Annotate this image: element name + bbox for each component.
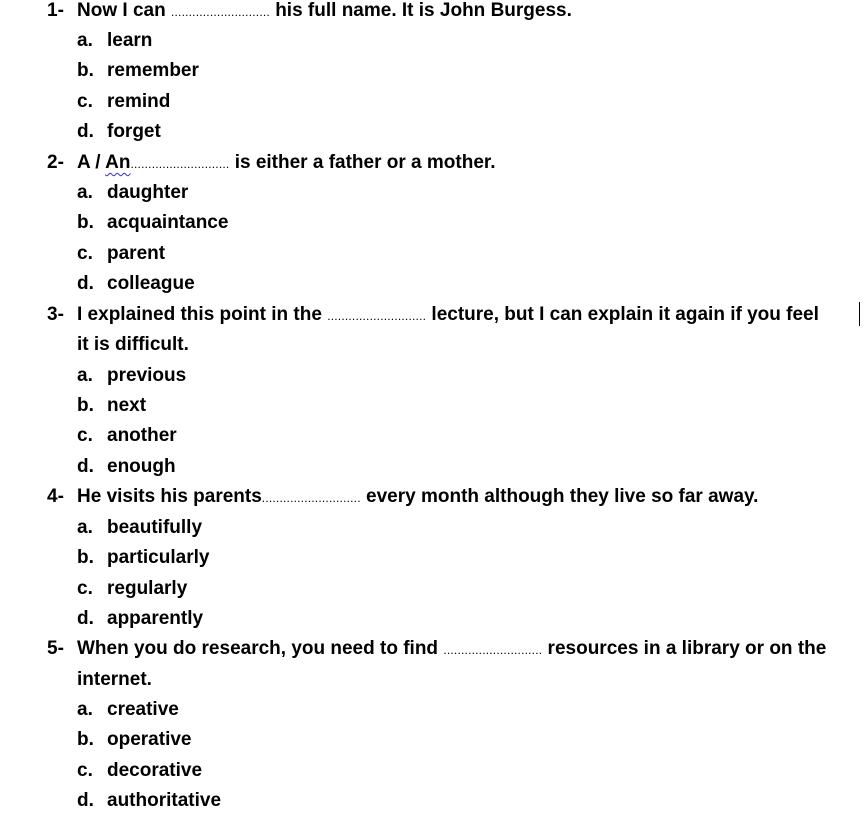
answer-blank: ............................ xyxy=(443,643,543,657)
option-text: another xyxy=(107,425,177,446)
question-number: 1- xyxy=(47,0,64,21)
answer-blank: ............................ xyxy=(130,157,230,171)
question-text: I explained this point in the ............................ lecture, but I can explain it again if you feel xyxy=(77,304,819,325)
text-cursor xyxy=(859,302,860,326)
answer-blank: ............................ xyxy=(170,5,270,19)
question-text: it is difficult. xyxy=(77,334,189,355)
option-letter: c. xyxy=(77,243,93,264)
question-number: 2- xyxy=(47,152,64,173)
option-text: apparently xyxy=(107,608,204,629)
question-number: 3- xyxy=(47,304,64,325)
option-letter: c. xyxy=(77,91,93,112)
option-letter: c. xyxy=(77,578,93,599)
option-letter: b. xyxy=(77,547,94,568)
option-text: decorative xyxy=(107,760,203,781)
question-text: internet. xyxy=(77,669,152,690)
option-letter: c. xyxy=(77,425,93,446)
option-text: remind xyxy=(107,91,171,112)
option-text: remember xyxy=(107,60,199,81)
option-text: operative xyxy=(107,729,192,750)
option-text: previous xyxy=(107,365,187,386)
question-text: When you do research, you need to find ............................ resources in a library or on the xyxy=(77,638,827,659)
option-letter: d. xyxy=(77,273,94,294)
option-letter: d. xyxy=(77,790,94,811)
spelling-flagged-word: An xyxy=(105,152,131,173)
option-text: acquaintance xyxy=(107,212,229,233)
option-text: daughter xyxy=(107,182,189,203)
option-letter: b. xyxy=(77,60,94,81)
option-text: next xyxy=(107,395,147,416)
option-letter: a. xyxy=(77,365,93,386)
question-text: A / An............................ is either a father or a mother. xyxy=(77,152,496,173)
question-number: 4- xyxy=(47,486,64,507)
option-letter: a. xyxy=(77,30,93,51)
option-text: particularly xyxy=(107,547,210,568)
option-letter: b. xyxy=(77,395,94,416)
option-text: learn xyxy=(107,30,153,51)
option-letter: b. xyxy=(77,212,94,233)
option-letter: d. xyxy=(77,456,94,477)
question-number: 5- xyxy=(47,638,64,659)
option-text: creative xyxy=(107,699,179,720)
option-letter: d. xyxy=(77,608,94,629)
option-text: regularly xyxy=(107,578,188,599)
option-letter: a. xyxy=(77,517,93,538)
question-text: Now I can ............................ his full name. It is John Burgess. xyxy=(77,0,572,21)
option-text: enough xyxy=(107,456,176,477)
question-text: He visits his parents............................ every month although they live so far away. xyxy=(77,486,759,507)
option-text: authoritative xyxy=(107,790,222,811)
option-text: colleague xyxy=(107,273,195,294)
option-text: beautifully xyxy=(107,517,203,538)
option-letter: b. xyxy=(77,729,94,750)
answer-blank: ............................ xyxy=(261,491,361,505)
answer-blank: ............................ xyxy=(327,309,427,323)
option-letter: d. xyxy=(77,121,94,142)
option-text: forget xyxy=(107,121,161,142)
option-letter: a. xyxy=(77,182,93,203)
option-letter: c. xyxy=(77,760,93,781)
option-letter: a. xyxy=(77,699,93,720)
option-text: parent xyxy=(107,243,166,264)
